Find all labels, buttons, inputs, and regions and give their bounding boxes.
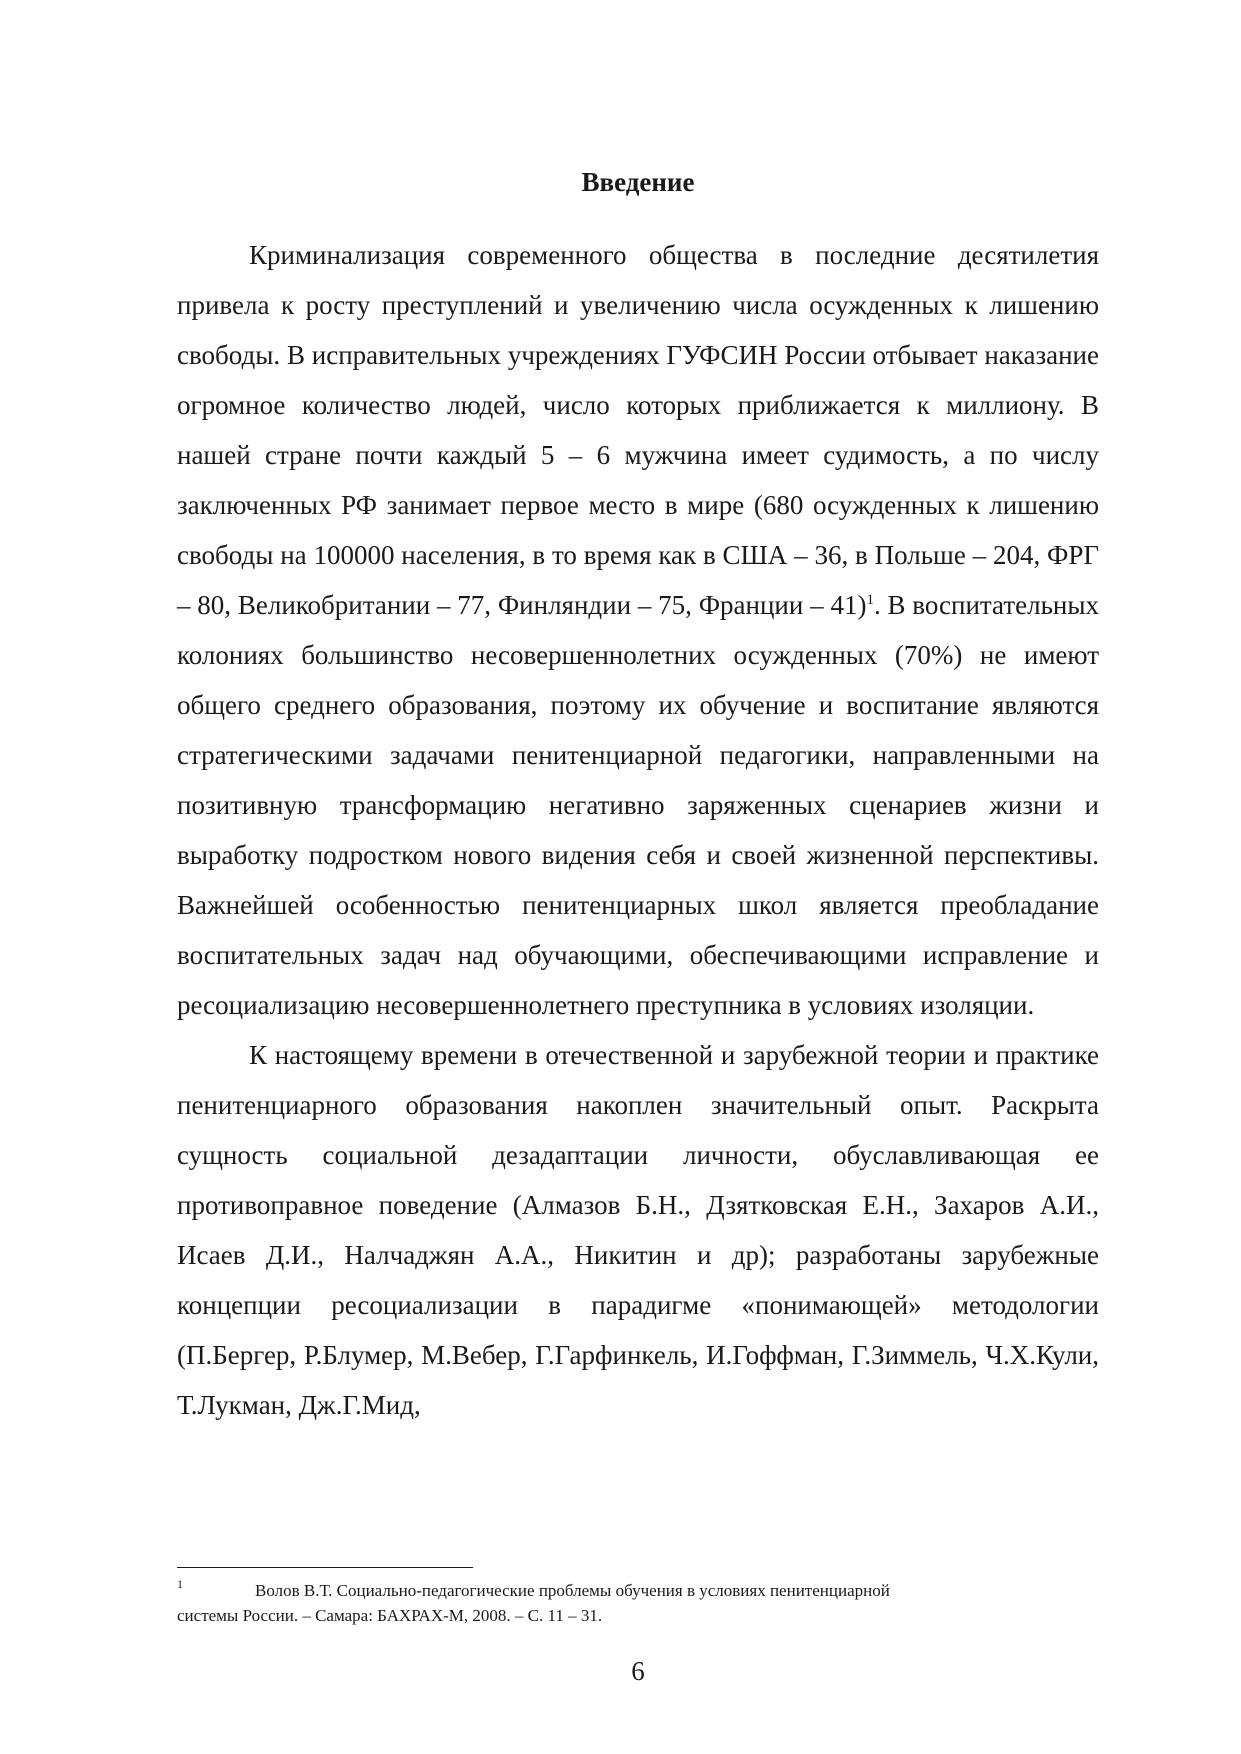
footnote-number: 1 bbox=[177, 1577, 183, 1591]
page-title: Введение bbox=[581, 167, 695, 197]
page-number: 6 bbox=[631, 1656, 645, 1686]
footnote-line-1: Волов В.Т. Социально-педагогические проблемы обучения в условиях пенитенциарной bbox=[255, 1581, 890, 1600]
paragraph-1-continuation: . В воспитательных колониях большинство несовершеннолетних осужденных (70%) не имеют общего среднего образования, поэтому их обучение и воспитание являются стратегическими задачами пенитенциарной педагогики, направленными на позитивную трансформацию негативно заряженных сценариев жизни и выработку подростком нового видения себя и своей жизненной перспективы. Важнейшей особенностью пенитенциарных школ является преобладание воспитательных задач над обучающими, обеспечивающими исправление и ресоциализацию несовершеннолетнего преступника в условиях изоляции. bbox=[177, 590, 1100, 1020]
body-text bbox=[177, 230, 1099, 1430]
paragraph-1 bbox=[177, 230, 1099, 1030]
footnote bbox=[177, 1578, 1099, 1628]
footnote-reference: 1 bbox=[866, 592, 874, 608]
footnote-separator bbox=[177, 1567, 473, 1568]
paragraph-2: К настоящему времени в отечественной и зарубежной теории и практике пенитенциарного образования накоплен значительный опыт. Раскрыта сущность социальной дезадаптации личности, обуславливающая ее противоправное поведение (Алмазов Б.Н., Дзятковская Е.Н., Захаров А.И., Исаев Д.И., Налчаджян А.А., Никитин и др); разработаны зарубежные концепции ресоциализации в парадигме «понимающей» методологии (П.Бергер, Р.Блумер, М.Вебер, Г.Гарфинкель, И.Гоффман, Г.Зиммель, Ч.Х.Кули, Т.Лукман, Дж.Г.Мид, bbox=[177, 1040, 1099, 1420]
footnote-line-2: системы России. – Самара: БАХРАХ-М, 2008. – С. 11 – 31. bbox=[177, 1606, 603, 1625]
paragraph-1-text: Криминализация современного общества в последние десятилетия привела к росту преступлений и увеличению числа осужденных к лишению свободы. В исправительных учреждениях ГУФСИН России отбывает наказание огромное количество людей, число которых приближается к миллиону. В нашей стране почти каждый 5 – 6 мужчина имеет судимость, а по числу заключенных РФ занимает первое место в мире (680 осужденных к лишению свободы на 100000 населения, в то время как в США – 36, в Польше – 204, ФРГ – 80, Великобритании – 77, Финляндии – 75, Франции – 41) bbox=[177, 240, 1099, 620]
